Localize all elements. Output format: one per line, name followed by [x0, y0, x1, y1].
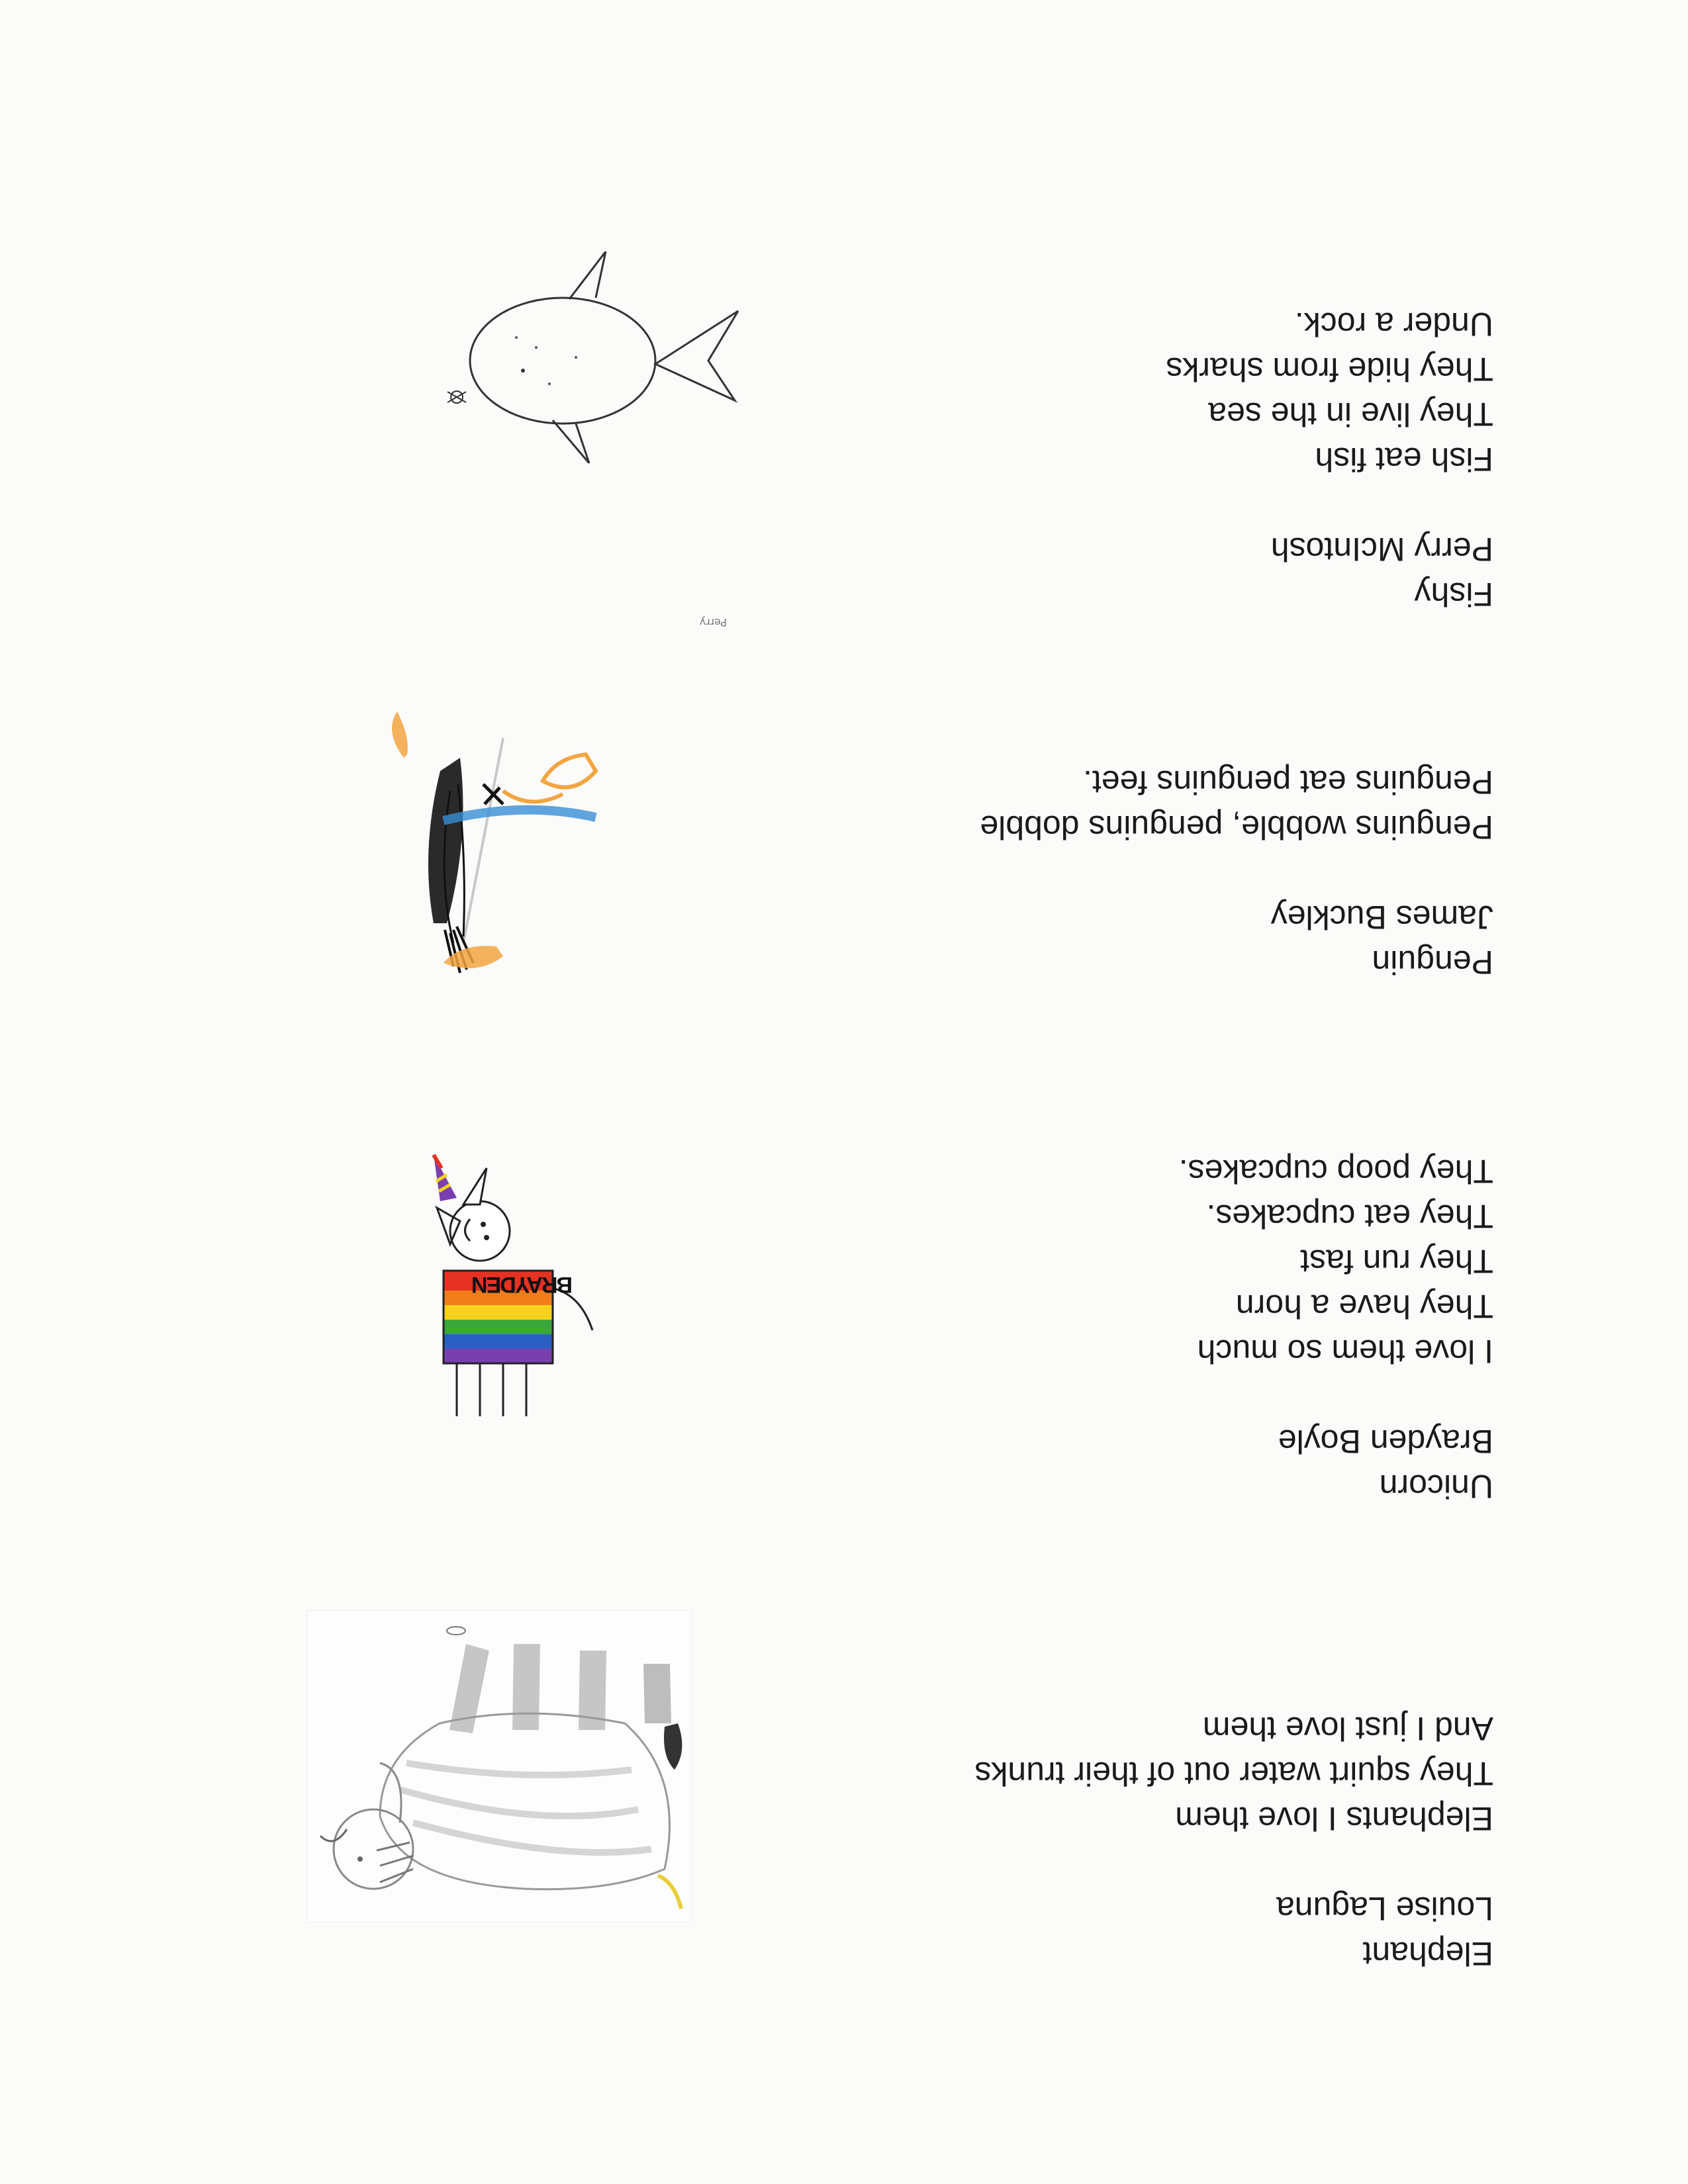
poem-title: Fishy [1414, 576, 1493, 613]
poem-author: James Buckley [1270, 899, 1493, 936]
poem-author: Perry McIntosh [1270, 531, 1493, 568]
poem-fishy [633, 302, 1493, 617]
poem-unicorn [633, 1149, 1493, 1509]
poem-line: Fish eat fish [1315, 441, 1493, 478]
poem-line: I love them so much [1197, 1333, 1493, 1370]
fish-drawing-icon [444, 251, 748, 463]
poem-title: Unicorn [1379, 1468, 1493, 1505]
poem-elephant [633, 1706, 1493, 1976]
poem-line: And I just love them [1202, 1710, 1493, 1747]
fish-artist-signature: Perry [699, 616, 727, 629]
poem-line: They hide from sharks [1166, 351, 1493, 388]
penguin-drawing-icon [318, 705, 602, 983]
poem-line: Penguins eat penguins feet. [1083, 764, 1493, 801]
poem-author: Brayden Boyle [1278, 1423, 1493, 1460]
poem-line: Elephants I love them [1175, 1800, 1493, 1837]
poem-author: Louise Laguna [1276, 1890, 1493, 1927]
poem-line: Penguins wobble, penguins dobble [980, 809, 1493, 846]
poem-line: They poop cupcakes. [1178, 1153, 1493, 1190]
unicorn-artist-signature: BRAYDEN [472, 1272, 573, 1297]
poem-title: Elephant [1362, 1935, 1493, 1972]
poem-title: Penguin [1372, 944, 1493, 981]
poem-line: They run fast [1300, 1243, 1493, 1280]
poem-line: Under a rock. [1294, 306, 1493, 343]
poem-line: They eat cupcakes. [1206, 1198, 1493, 1235]
poem-line: They have a horn [1235, 1288, 1493, 1325]
poem-line: They squirt water out of their trunks [974, 1755, 1493, 1792]
elephant-drawing-icon [306, 1610, 692, 1923]
poem-penguin [633, 760, 1493, 985]
poem-line: They live in the sea [1208, 396, 1493, 433]
